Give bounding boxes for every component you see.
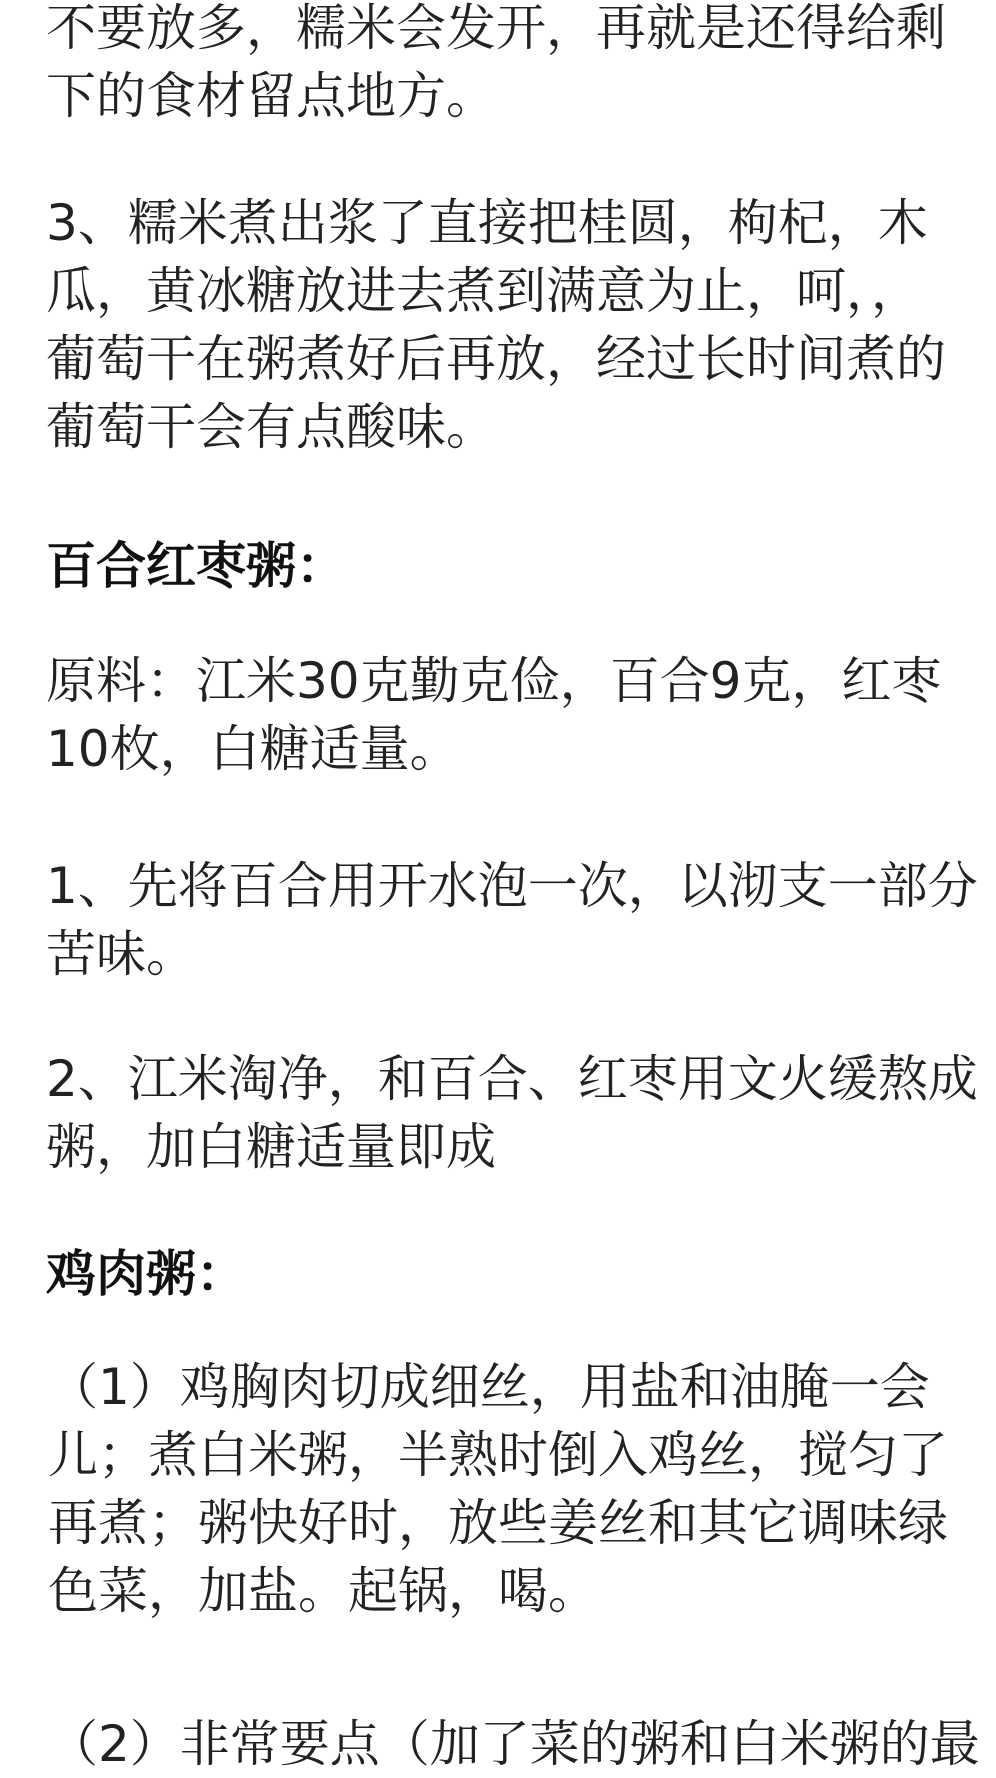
text-line: 2、江米淘净，和百合、红枣用文火缓熬成 [46, 1050, 978, 1108]
paragraph-chicken-step-2 [46, 1710, 980, 1778]
text-line: 下的食材留点地方。 [46, 67, 496, 125]
text-line: 苦味。 [46, 925, 196, 983]
text-line: （2）非常要点（加了菜的粥和白米粥的最 [48, 1715, 980, 1773]
paragraph-step-3 [46, 189, 946, 461]
text-line: （1）鸡胸肉切成细丝，用盐和油腌一会 [48, 1358, 930, 1416]
text-line: 粥，加白糖适量即成 [46, 1118, 496, 1176]
text-line: 再煮；粥快好时，放些姜丝和其它调味绿 [48, 1494, 948, 1552]
text-line: 3、糯米煮出浆了直接把桂圆，枸杞，木 [46, 194, 928, 252]
text-line: 葡萄干在粥煮好后再放，经过长时间煮的 [46, 330, 946, 388]
text-line: 1、先将百合用开水泡一次，以沏支一部分 [46, 857, 978, 915]
text-line: 10枚，白糖适量。 [46, 720, 460, 778]
text-line: 不要放多，糯米会发开，再就是还得给剩 [46, 0, 946, 57]
paragraph-step-2 [46, 1045, 978, 1181]
text-line: 葡萄干会有点酸味。 [46, 398, 496, 456]
paragraph-chicken-step-1 [46, 1353, 948, 1625]
paragraph-ingredients [46, 647, 941, 783]
paragraph-soaking-note [46, 0, 946, 130]
paragraph-step-1 [46, 852, 978, 988]
text-line: 原料：江米30克勤克俭，百合9克，红枣 [46, 652, 942, 710]
text-line: 瓜，黄冰糖放进去煮到满意为止，呵，， [46, 262, 921, 320]
text-line: 儿；煮白米粥，半熟时倒入鸡丝，搅匀了 [48, 1426, 948, 1484]
section-heading-lily-jujube-porridge: 百合红枣粥： [46, 537, 346, 595]
text-line: 色菜，加盐。起锅，喝。 [48, 1562, 598, 1620]
section-heading-chicken-porridge: 鸡肉粥： [46, 1245, 246, 1303]
